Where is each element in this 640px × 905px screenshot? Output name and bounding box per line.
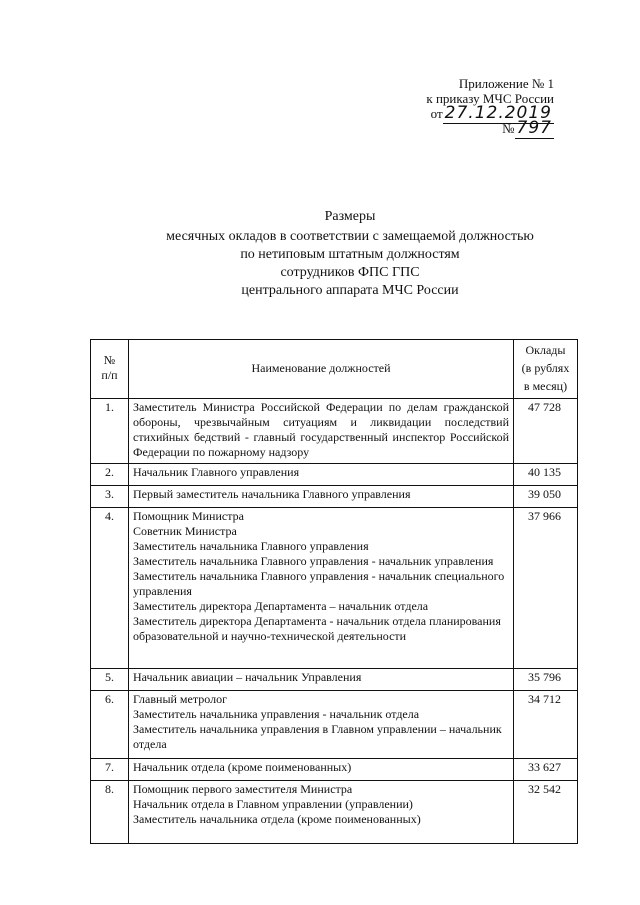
title-line-2: месячных окладов в соответствии с замещаемой должностью <box>166 229 534 244</box>
row-salary: 32 542 <box>514 781 578 844</box>
document-title <box>90 208 610 300</box>
position-name: Помощник Министра <box>133 509 244 523</box>
position-name: Заместитель начальника Главного управления <box>133 539 369 553</box>
row-salary: 47 728 <box>514 399 578 464</box>
appendix-header <box>380 76 554 136</box>
salary-table <box>90 339 578 844</box>
position-name: Помощник первого заместителя Министра <box>133 782 353 796</box>
handwritten-date: 27.12.2019 <box>444 103 552 123</box>
row-number: 6. <box>91 691 129 759</box>
header-salary-line-1: Оклады <box>525 343 566 357</box>
row-positions <box>129 486 514 508</box>
position-name: Заместитель директора Департамента - начальник отдела планирования образовательной и научно-технической деятельности <box>133 614 501 643</box>
header-salary <box>514 340 578 399</box>
handwritten-number: 797 <box>516 118 552 138</box>
table-row <box>91 781 578 844</box>
row-number: 2. <box>91 464 129 486</box>
row-positions <box>129 759 514 781</box>
row-positions <box>129 691 514 759</box>
position-name: Заместитель начальника отдела (кроме поименованных) <box>133 812 421 826</box>
row-positions <box>129 464 514 486</box>
row-salary: 37 966 <box>514 508 578 669</box>
header-salary-line-2: (в рублях <box>521 361 570 375</box>
position-name: Начальник отдела в Главном управлении (управлении) <box>133 797 413 811</box>
row-positions <box>129 399 514 464</box>
header-number <box>91 340 129 399</box>
row-number: 4. <box>91 508 129 669</box>
title-line-3: по нетиповым штатным должностям <box>240 247 460 262</box>
row-positions <box>129 781 514 844</box>
appendix-order-ref: к приказу МЧС России <box>426 91 554 106</box>
title-line-4: сотрудников ФПС ГПС <box>280 265 420 280</box>
header-salary-line-3: в месяц) <box>523 379 568 393</box>
position-name: Заместитель начальника Главного управления - начальник специального управления <box>133 569 505 598</box>
position-name: Начальник Главного управления <box>133 465 300 479</box>
appendix-title: Приложение № 1 <box>458 76 554 91</box>
header-number-line-1: № <box>103 353 116 367</box>
table-row <box>91 508 578 669</box>
title-line-1: Размеры <box>324 209 376 224</box>
row-salary: 34 712 <box>514 691 578 759</box>
table-row <box>91 759 578 781</box>
position-name: Советник Министра <box>133 524 237 538</box>
row-number: 7. <box>91 759 129 781</box>
row-number: 8. <box>91 781 129 844</box>
row-salary: 39 050 <box>514 486 578 508</box>
appendix-date-line <box>380 103 554 138</box>
table-row <box>91 691 578 759</box>
row-number: 3. <box>91 486 129 508</box>
position-name: Начальник отдела (кроме поименованных) <box>133 760 352 774</box>
position-name: Заместитель начальника Главного управления - начальник управления <box>133 554 494 568</box>
table-row <box>91 486 578 508</box>
table-header-row <box>91 340 578 399</box>
row-positions <box>129 508 514 669</box>
position-name: Главный метролог <box>133 692 227 706</box>
position-name: Заместитель начальника управления - начальник отдела <box>133 707 420 721</box>
row-salary: 40 135 <box>514 464 578 486</box>
row-positions <box>129 669 514 691</box>
position-name: Заместитель начальника управления в Главном управлении – начальник отдела <box>133 722 502 751</box>
position-name: Заместитель Министра Российской Федерации по делам гражданской обороны, чрезвычайным ситуациям и ликвидации последствий стихийных бедствий - главный государственный инспектор Российской Федерации по пожарному надзору <box>133 400 509 459</box>
position-name: Начальник авиации – начальник Управления <box>133 670 362 684</box>
position-name: Заместитель директора Департамента – начальник отдела <box>133 599 429 613</box>
table-row <box>91 399 578 464</box>
title-line-5: центрального аппарата МЧС России <box>241 283 459 298</box>
table-row <box>91 669 578 691</box>
row-salary: 35 796 <box>514 669 578 691</box>
row-number: 5. <box>91 669 129 691</box>
table-body <box>91 399 578 844</box>
position-name: Первый заместитель начальника Главного управления <box>133 487 411 501</box>
header-number-line-2: п/п <box>101 368 118 382</box>
table-row <box>91 464 578 486</box>
date-prefix: от <box>430 106 443 121</box>
number-prefix: № <box>502 121 515 136</box>
row-number: 1. <box>91 399 129 464</box>
header-position: Наименование должностей <box>129 340 514 399</box>
row-salary: 33 627 <box>514 759 578 781</box>
